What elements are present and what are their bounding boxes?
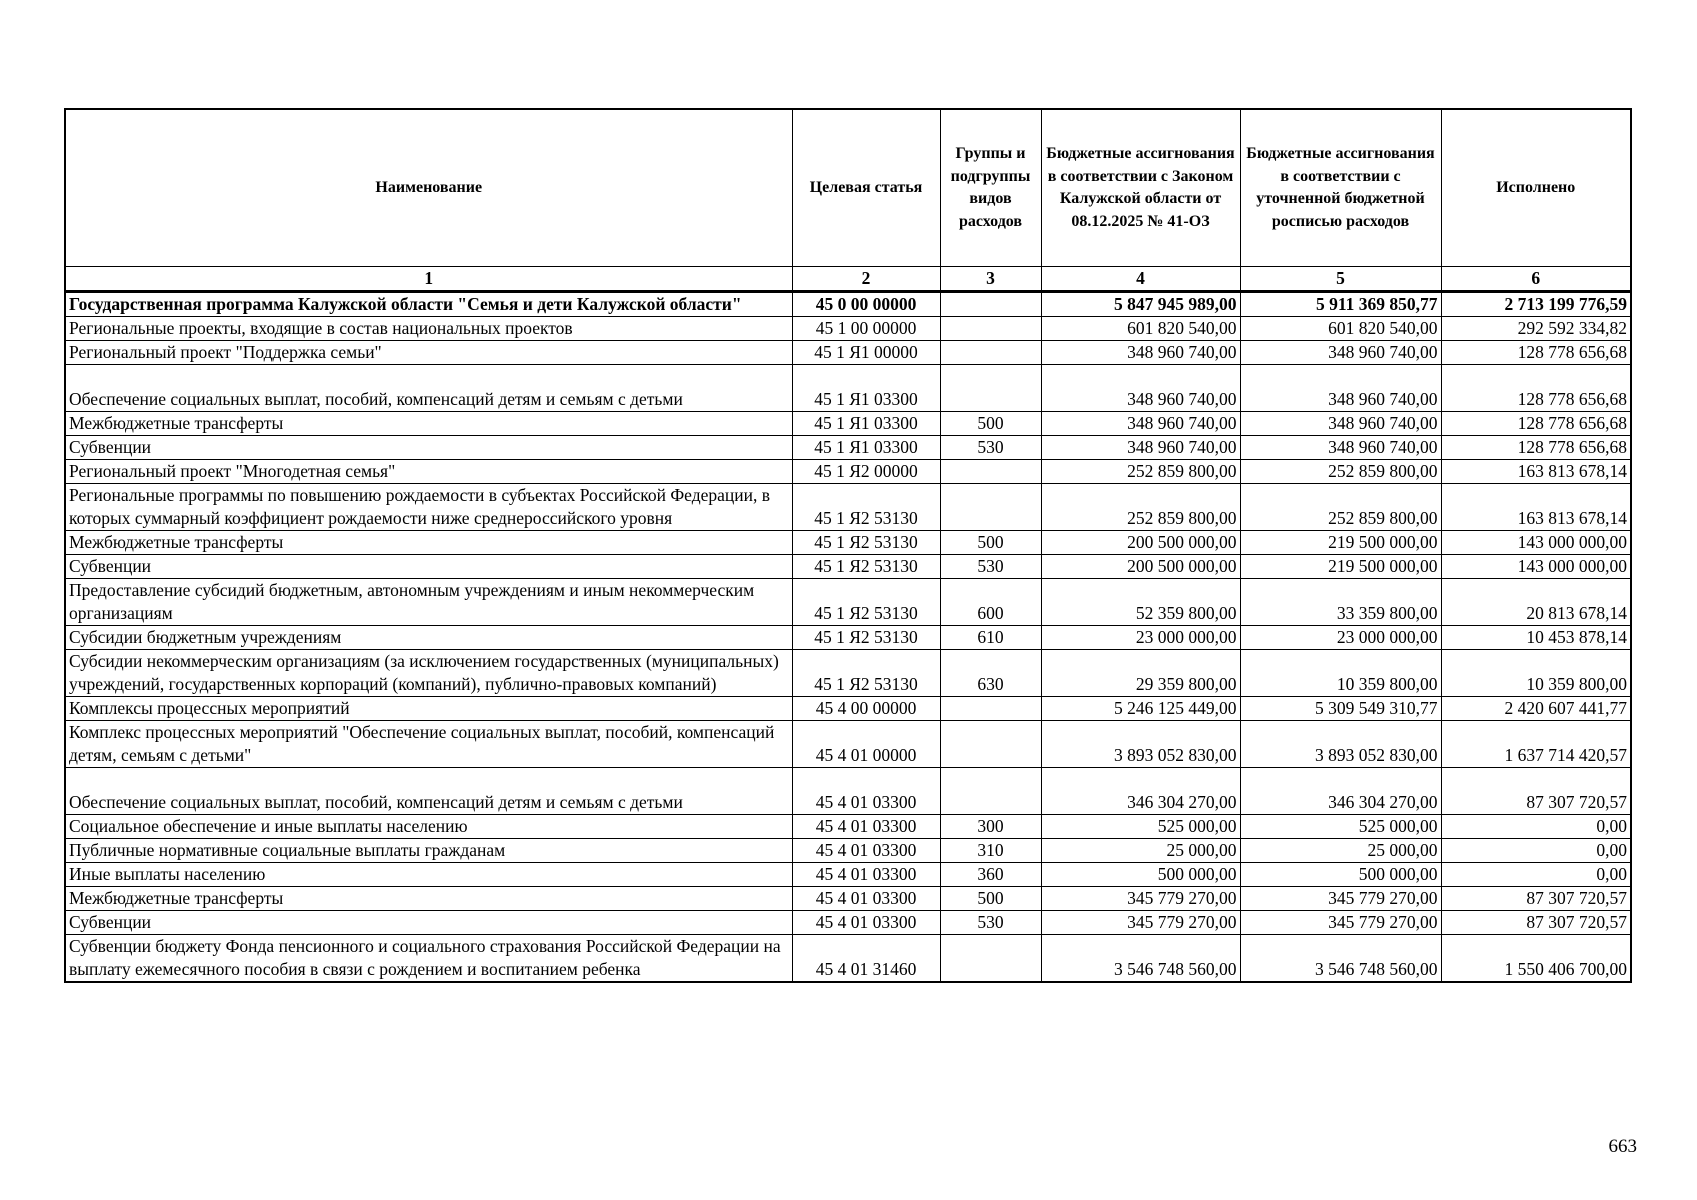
table-row: [65, 815, 1631, 839]
row-expense-group: 360: [940, 863, 1041, 887]
row-target-article: 45 4 01 03300: [792, 815, 940, 839]
table-row: [65, 626, 1631, 650]
row-refined-allocation: 219 500 000,00: [1240, 555, 1441, 579]
row-refined-allocation: 345 779 270,00: [1240, 887, 1441, 911]
row-executed: 0,00: [1441, 839, 1631, 863]
table-row: [65, 863, 1631, 887]
row-target-article: 45 4 01 03300: [792, 911, 940, 935]
row-name: Региональные проекты, входящие в состав национальных проектов: [65, 317, 792, 341]
row-target-article: 45 1 Я2 53130: [792, 555, 940, 579]
column-number: 6: [1441, 267, 1631, 292]
row-refined-allocation: 5 309 549 310,77: [1240, 697, 1441, 721]
table-row: [65, 935, 1631, 983]
row-refined-allocation: 3 893 052 830,00: [1240, 721, 1441, 768]
row-target-article: 45 1 Я1 03300: [792, 365, 940, 412]
row-refined-allocation: 601 820 540,00: [1240, 317, 1441, 341]
row-law-allocation: 52 359 800,00: [1041, 579, 1240, 626]
row-law-allocation: 25 000,00: [1041, 839, 1240, 863]
row-expense-group: [940, 721, 1041, 768]
row-executed: 163 813 678,14: [1441, 460, 1631, 484]
table-row: [65, 579, 1631, 626]
row-name: Комплексы процессных мероприятий: [65, 697, 792, 721]
row-name: Субсидии бюджетным учреждениям: [65, 626, 792, 650]
row-executed: 1 637 714 420,57: [1441, 721, 1631, 768]
row-refined-allocation: 3 546 748 560,00: [1240, 935, 1441, 983]
budget-table: [64, 108, 1632, 983]
row-target-article: 45 1 Я2 53130: [792, 579, 940, 626]
row-refined-allocation: 348 960 740,00: [1240, 341, 1441, 365]
row-target-article: 45 1 Я1 00000: [792, 341, 940, 365]
row-expense-group: 530: [940, 555, 1041, 579]
row-executed: 128 778 656,68: [1441, 412, 1631, 436]
row-refined-allocation: 252 859 800,00: [1240, 484, 1441, 531]
row-expense-group: 300: [940, 815, 1041, 839]
row-expense-group: 500: [940, 412, 1041, 436]
row-name: Обеспечение социальных выплат, пособий, компенсаций детям и семьям с детьми: [65, 768, 792, 815]
row-law-allocation: 252 859 800,00: [1041, 460, 1240, 484]
header-target-article: Целевая статья: [792, 109, 940, 267]
row-target-article: 45 1 Я1 03300: [792, 436, 940, 460]
row-law-allocation: 345 779 270,00: [1041, 911, 1240, 935]
row-law-allocation: 200 500 000,00: [1041, 531, 1240, 555]
row-refined-allocation: 33 359 800,00: [1240, 579, 1441, 626]
row-name: Комплекс процессных мероприятий "Обеспечение социальных выплат, пособий, компенсаций детям, семьям с детьми": [65, 721, 792, 768]
table-row: [65, 365, 1631, 412]
row-refined-allocation: 345 779 270,00: [1240, 911, 1441, 935]
row-target-article: 45 1 Я2 00000: [792, 460, 940, 484]
row-name: Межбюджетные трансферты: [65, 531, 792, 555]
row-law-allocation: 345 779 270,00: [1041, 887, 1240, 911]
row-law-allocation: 29 359 800,00: [1041, 650, 1240, 697]
row-name: Региональный проект "Многодетная семья": [65, 460, 792, 484]
row-name: Региональный проект "Поддержка семьи": [65, 341, 792, 365]
column-number: 5: [1240, 267, 1441, 292]
row-name: Межбюджетные трансферты: [65, 887, 792, 911]
row-name: Межбюджетные трансферты: [65, 412, 792, 436]
row-target-article: 45 1 Я2 53130: [792, 650, 940, 697]
table-row: [65, 911, 1631, 935]
row-law-allocation: 3 546 748 560,00: [1041, 935, 1240, 983]
header-refined-allocations: Бюджетные ассигнования в соответствии с уточненной бюджетной росписью расходов: [1240, 109, 1441, 267]
row-expense-group: [940, 484, 1041, 531]
row-expense-group: [940, 365, 1041, 412]
table-header: [65, 109, 1631, 292]
row-target-article: 45 1 00 00000: [792, 317, 940, 341]
column-number: 2: [792, 267, 940, 292]
row-executed: 87 307 720,57: [1441, 887, 1631, 911]
row-law-allocation: 200 500 000,00: [1041, 555, 1240, 579]
table-row: [65, 460, 1631, 484]
table-row: [65, 555, 1631, 579]
row-law-allocation: 525 000,00: [1041, 815, 1240, 839]
page-number: 663: [1608, 1136, 1637, 1157]
row-executed: 128 778 656,68: [1441, 365, 1631, 412]
row-executed: 0,00: [1441, 863, 1631, 887]
row-refined-allocation: 348 960 740,00: [1240, 365, 1441, 412]
table-row: [65, 484, 1631, 531]
row-refined-allocation: 10 359 800,00: [1240, 650, 1441, 697]
row-target-article: 45 4 01 00000: [792, 721, 940, 768]
table-row: [65, 839, 1631, 863]
row-expense-group: 530: [940, 436, 1041, 460]
row-executed: 10 359 800,00: [1441, 650, 1631, 697]
row-target-article: 45 4 01 03300: [792, 887, 940, 911]
header-expense-groups: Группы и подгруппы видов расходов: [940, 109, 1041, 267]
row-law-allocation: 3 893 052 830,00: [1041, 721, 1240, 768]
row-executed: 128 778 656,68: [1441, 341, 1631, 365]
row-target-article: 45 0 00 00000: [792, 292, 940, 317]
table-row: [65, 292, 1631, 317]
row-executed: 87 307 720,57: [1441, 768, 1631, 815]
row-target-article: 45 4 01 31460: [792, 935, 940, 983]
header-name: Наименование: [65, 109, 792, 267]
row-executed: 10 453 878,14: [1441, 626, 1631, 650]
row-executed: 143 000 000,00: [1441, 555, 1631, 579]
header-law-allocations: Бюджетные ассигнования в соответствии с Законом Калужской области от 08.12.2025 № 41-ОЗ: [1041, 109, 1240, 267]
row-expense-group: 610: [940, 626, 1041, 650]
table-row: [65, 697, 1631, 721]
row-executed: 2 420 607 441,77: [1441, 697, 1631, 721]
row-expense-group: 530: [940, 911, 1041, 935]
row-expense-group: [940, 317, 1041, 341]
row-expense-group: [940, 935, 1041, 983]
row-refined-allocation: 5 911 369 850,77: [1240, 292, 1441, 317]
row-name: Предоставление субсидий бюджетным, автономным учреждениям и иным некоммерческим организациям: [65, 579, 792, 626]
row-expense-group: [940, 768, 1041, 815]
row-name: Субвенции бюджету Фонда пенсионного и социального страхования Российской Федерации на выплату ежемесячного пособия в связи с рождением и воспитанием ребенка: [65, 935, 792, 983]
row-executed: 0,00: [1441, 815, 1631, 839]
row-refined-allocation: 346 304 270,00: [1240, 768, 1441, 815]
row-name: Субвенции: [65, 555, 792, 579]
table-row: [65, 721, 1631, 768]
row-refined-allocation: 23 000 000,00: [1240, 626, 1441, 650]
row-expense-group: 630: [940, 650, 1041, 697]
row-law-allocation: 348 960 740,00: [1041, 341, 1240, 365]
row-name: Региональные программы по повышению рождаемости в субъектах Российской Федерации, в которых суммарный коэффициент рождаемости ниже среднероссийского уровня: [65, 484, 792, 531]
column-number: 1: [65, 267, 792, 292]
row-law-allocation: 346 304 270,00: [1041, 768, 1240, 815]
row-target-article: 45 4 01 03300: [792, 863, 940, 887]
table-row: [65, 887, 1631, 911]
row-refined-allocation: 348 960 740,00: [1240, 412, 1441, 436]
column-number: 4: [1041, 267, 1240, 292]
column-number-row: [65, 267, 1631, 292]
row-name: Социальное обеспечение и иные выплаты населению: [65, 815, 792, 839]
row-refined-allocation: 25 000,00: [1240, 839, 1441, 863]
row-law-allocation: 601 820 540,00: [1041, 317, 1240, 341]
row-expense-group: 310: [940, 839, 1041, 863]
row-name: Субсидии некоммерческим организациям (за исключением государственных (муниципальных) учреждений, государственных корпораций (компаний), публично-правовых компаний): [65, 650, 792, 697]
row-target-article: 45 4 00 00000: [792, 697, 940, 721]
row-refined-allocation: 500 000,00: [1240, 863, 1441, 887]
row-name: Обеспечение социальных выплат, пособий, компенсаций детям и семьям с детьми: [65, 365, 792, 412]
row-target-article: 45 4 01 03300: [792, 768, 940, 815]
row-name: Субвенции: [65, 436, 792, 460]
header-executed: Исполнено: [1441, 109, 1631, 267]
row-law-allocation: 348 960 740,00: [1041, 412, 1240, 436]
row-target-article: 45 1 Я2 53130: [792, 531, 940, 555]
row-executed: 20 813 678,14: [1441, 579, 1631, 626]
row-law-allocation: 348 960 740,00: [1041, 365, 1240, 412]
row-executed: 87 307 720,57: [1441, 911, 1631, 935]
row-law-allocation: 23 000 000,00: [1041, 626, 1240, 650]
row-expense-group: [940, 460, 1041, 484]
row-executed: 2 713 199 776,59: [1441, 292, 1631, 317]
row-expense-group: 500: [940, 531, 1041, 555]
table-row: [65, 650, 1631, 697]
table-row: [65, 436, 1631, 460]
row-executed: 292 592 334,82: [1441, 317, 1631, 341]
table-row: [65, 768, 1631, 815]
row-expense-group: 500: [940, 887, 1041, 911]
row-expense-group: [940, 341, 1041, 365]
row-law-allocation: 252 859 800,00: [1041, 484, 1240, 531]
row-name: Иные выплаты населению: [65, 863, 792, 887]
row-expense-group: [940, 292, 1041, 317]
table-body: [65, 292, 1631, 983]
table-row: [65, 341, 1631, 365]
row-target-article: 45 1 Я2 53130: [792, 484, 940, 531]
row-law-allocation: 5 847 945 989,00: [1041, 292, 1240, 317]
row-expense-group: [940, 697, 1041, 721]
row-executed: 1 550 406 700,00: [1441, 935, 1631, 983]
table-row: [65, 412, 1631, 436]
row-executed: 163 813 678,14: [1441, 484, 1631, 531]
row-law-allocation: 5 246 125 449,00: [1041, 697, 1240, 721]
row-refined-allocation: 219 500 000,00: [1240, 531, 1441, 555]
table-row: [65, 531, 1631, 555]
row-executed: 128 778 656,68: [1441, 436, 1631, 460]
table-row: [65, 317, 1631, 341]
row-target-article: 45 1 Я2 53130: [792, 626, 940, 650]
row-target-article: 45 1 Я1 03300: [792, 412, 940, 436]
row-refined-allocation: 348 960 740,00: [1240, 436, 1441, 460]
row-law-allocation: 348 960 740,00: [1041, 436, 1240, 460]
row-name: Субвенции: [65, 911, 792, 935]
row-expense-group: 600: [940, 579, 1041, 626]
row-executed: 143 000 000,00: [1441, 531, 1631, 555]
row-target-article: 45 4 01 03300: [792, 839, 940, 863]
row-refined-allocation: 525 000,00: [1240, 815, 1441, 839]
row-refined-allocation: 252 859 800,00: [1240, 460, 1441, 484]
column-number: 3: [940, 267, 1041, 292]
row-law-allocation: 500 000,00: [1041, 863, 1240, 887]
row-name: Государственная программа Калужской области "Семья и дети Калужской области": [65, 292, 792, 317]
row-name: Публичные нормативные социальные выплаты гражданам: [65, 839, 792, 863]
